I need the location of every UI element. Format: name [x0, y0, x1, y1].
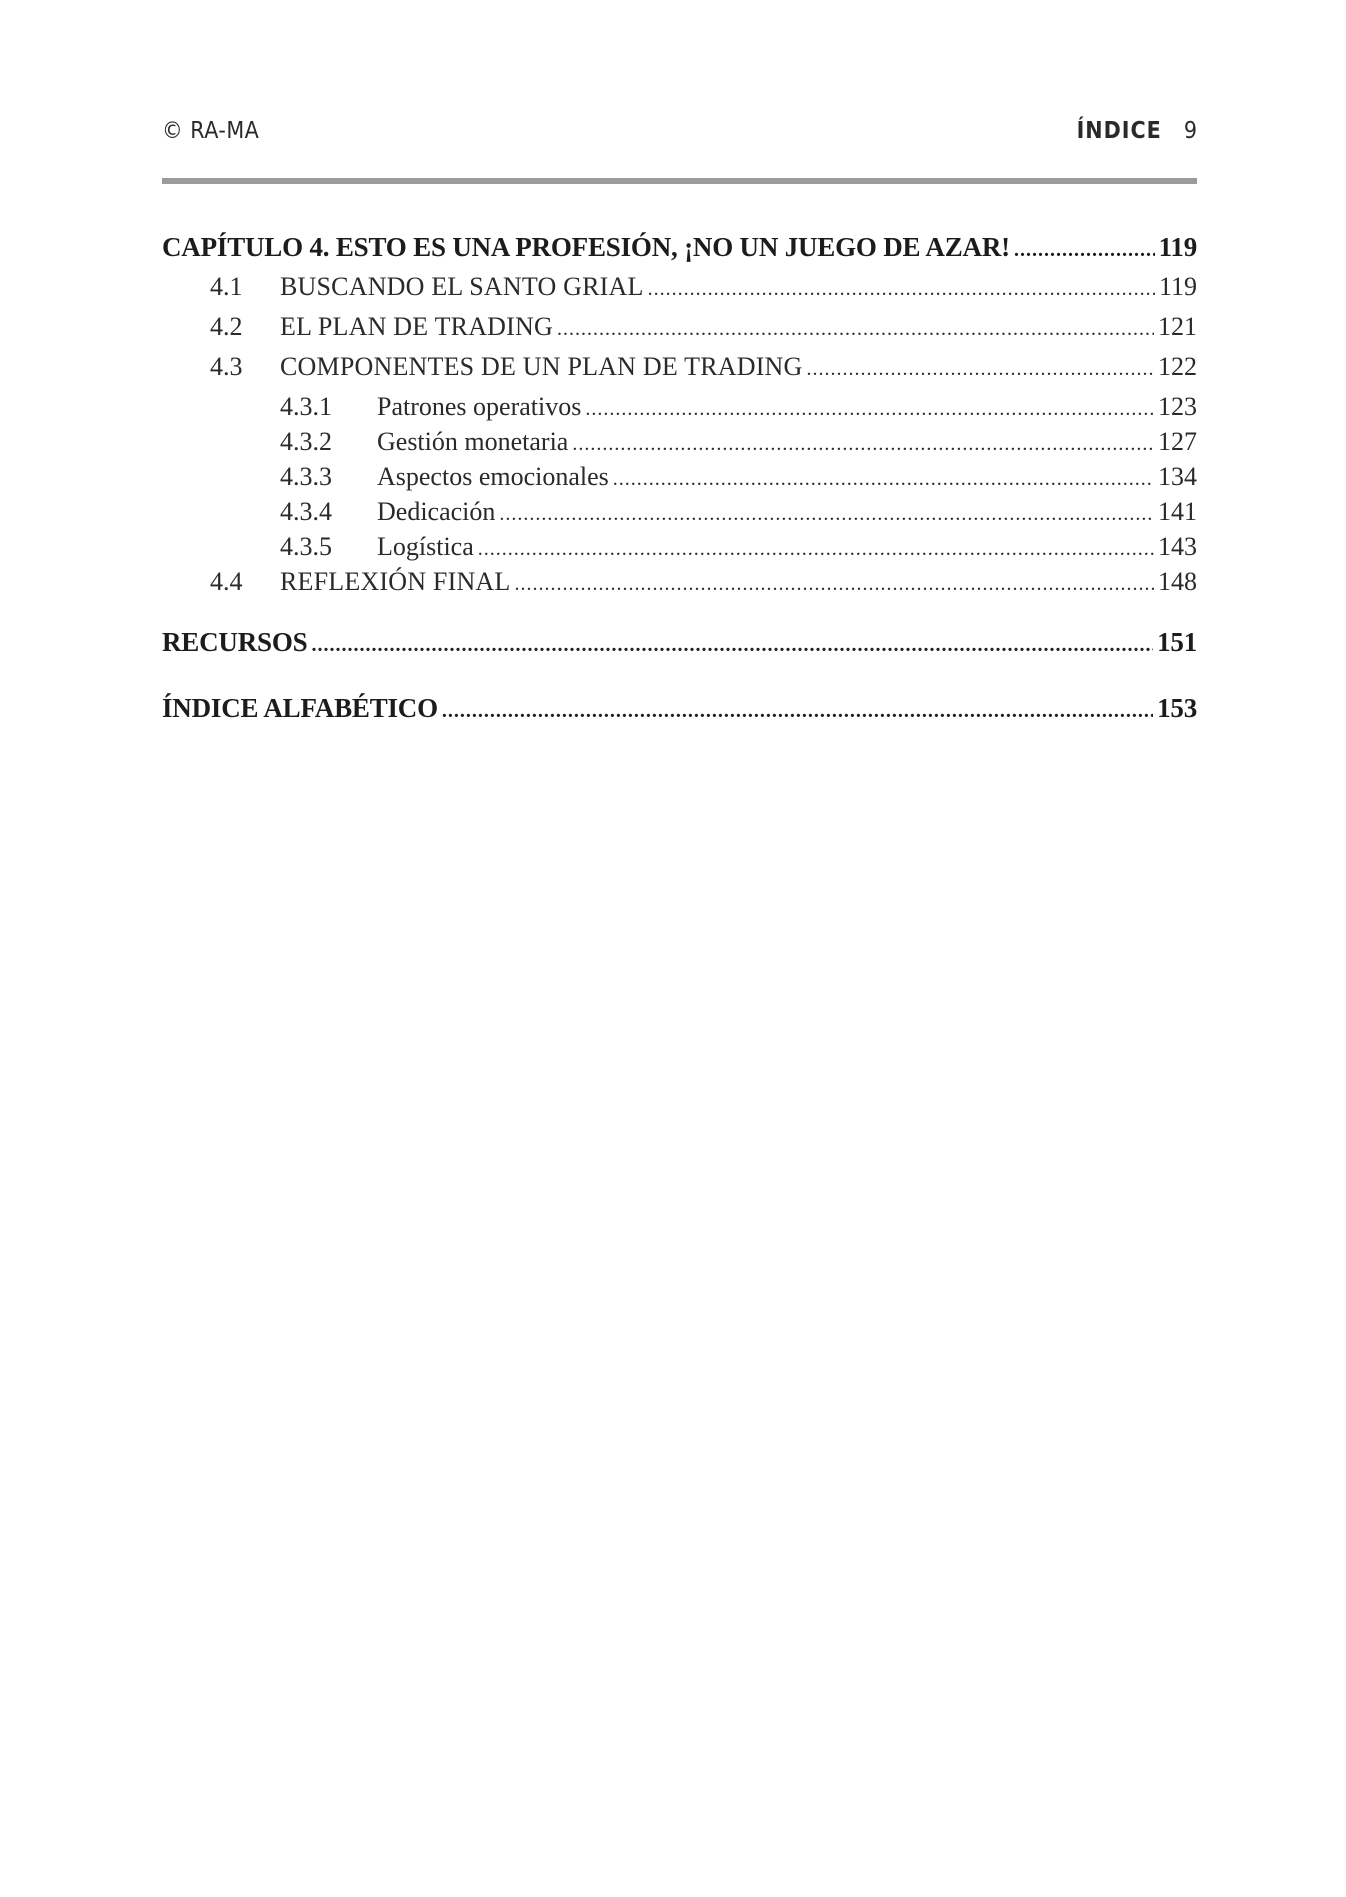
toc-entry-number: 4.1	[210, 272, 243, 301]
toc-entry-page: 134	[1158, 462, 1197, 491]
toc-entry-4-3-2[interactable]	[162, 427, 1197, 462]
toc-entry-number: 4.3.2	[280, 427, 332, 456]
dot-leader	[311, 634, 1153, 657]
toc-entry-page: 141	[1158, 497, 1197, 526]
dot-leader	[499, 503, 1154, 526]
toc-entry-title: REFLEXIÓN FINAL	[280, 567, 511, 596]
dot-leader	[442, 700, 1153, 723]
toc-entry-number: 4.3.3	[280, 462, 332, 491]
toc-entry-title: Dedicación	[377, 497, 496, 526]
toc-entry-title: EL PLAN DE TRADING	[280, 312, 553, 341]
toc-entry-number: 4.3.1	[280, 392, 332, 421]
toc-entry-page: 127	[1158, 427, 1197, 456]
toc-entry-4-3-1[interactable]	[162, 392, 1197, 427]
table-of-contents	[162, 232, 1197, 739]
toc-entry-4-3[interactable]	[162, 352, 1197, 392]
toc-entry-4-3-5[interactable]	[162, 532, 1197, 567]
toc-entry-title: Patrones operativos	[377, 392, 582, 421]
dot-leader	[585, 398, 1154, 421]
toc-entry-page: 143	[1158, 532, 1197, 561]
toc-entry-page: 123	[1158, 392, 1197, 421]
toc-entry-title: RECURSOS	[162, 627, 308, 657]
running-head	[1077, 118, 1197, 144]
toc-entry-chapter-4[interactable]	[162, 232, 1197, 272]
toc-entry-page: 151	[1157, 627, 1197, 657]
toc-entry-4-3-3[interactable]	[162, 462, 1197, 497]
toc-entry-page: 122	[1158, 352, 1197, 381]
toc-entry-number: 4.3.5	[280, 532, 332, 561]
section-title: ÍNDICE	[1076, 118, 1162, 144]
toc-entry-4-2[interactable]	[162, 312, 1197, 352]
toc-entry-page: 148	[1158, 567, 1197, 596]
toc-entry-number: 4.2	[210, 312, 243, 341]
toc-entry-title: Logística	[377, 532, 474, 561]
toc-entry-number: 4.4	[210, 567, 243, 596]
toc-entry-number: 4.3	[210, 352, 243, 381]
toc-entry-title: CAPÍTULO 4. ESTO ES UNA PROFESIÓN, ¡NO UN JUEGO DE AZAR!	[162, 232, 1010, 262]
toc-entry-title: ÍNDICE ALFABÉTICO	[162, 693, 438, 723]
dot-leader	[515, 573, 1155, 596]
toc-entry-title: Gestión monetaria	[377, 427, 569, 456]
dot-leader	[807, 358, 1154, 381]
toc-entry-recursos[interactable]	[162, 627, 1197, 673]
toc-entry-4-4[interactable]	[162, 567, 1197, 607]
dot-leader	[557, 318, 1154, 341]
dot-leader	[648, 278, 1155, 301]
page-number: 9	[1183, 118, 1197, 144]
page-header	[162, 112, 1197, 150]
toc-entry-page: 119	[1158, 232, 1197, 262]
dot-leader	[478, 538, 1154, 561]
toc-entry-title: Aspectos emocionales	[377, 462, 609, 491]
publisher-mark: © RA-MA	[162, 118, 260, 144]
dot-leader	[613, 468, 1154, 491]
header-rule	[162, 178, 1197, 184]
toc-entry-number: 4.3.4	[280, 497, 332, 526]
toc-entry-4-1[interactable]	[162, 272, 1197, 312]
dot-leader	[572, 433, 1154, 456]
dot-leader	[1014, 239, 1155, 262]
toc-entry-title: BUSCANDO EL SANTO GRIAL	[280, 272, 644, 301]
toc-entry-page: 119	[1158, 272, 1197, 301]
toc-entry-4-3-4[interactable]	[162, 497, 1197, 532]
toc-entry-page: 121	[1158, 312, 1197, 341]
toc-entry-title: COMPONENTES DE UN PLAN DE TRADING	[280, 352, 803, 381]
toc-entry-indice-alfabetico[interactable]	[162, 693, 1197, 739]
toc-entry-page: 153	[1157, 693, 1197, 723]
